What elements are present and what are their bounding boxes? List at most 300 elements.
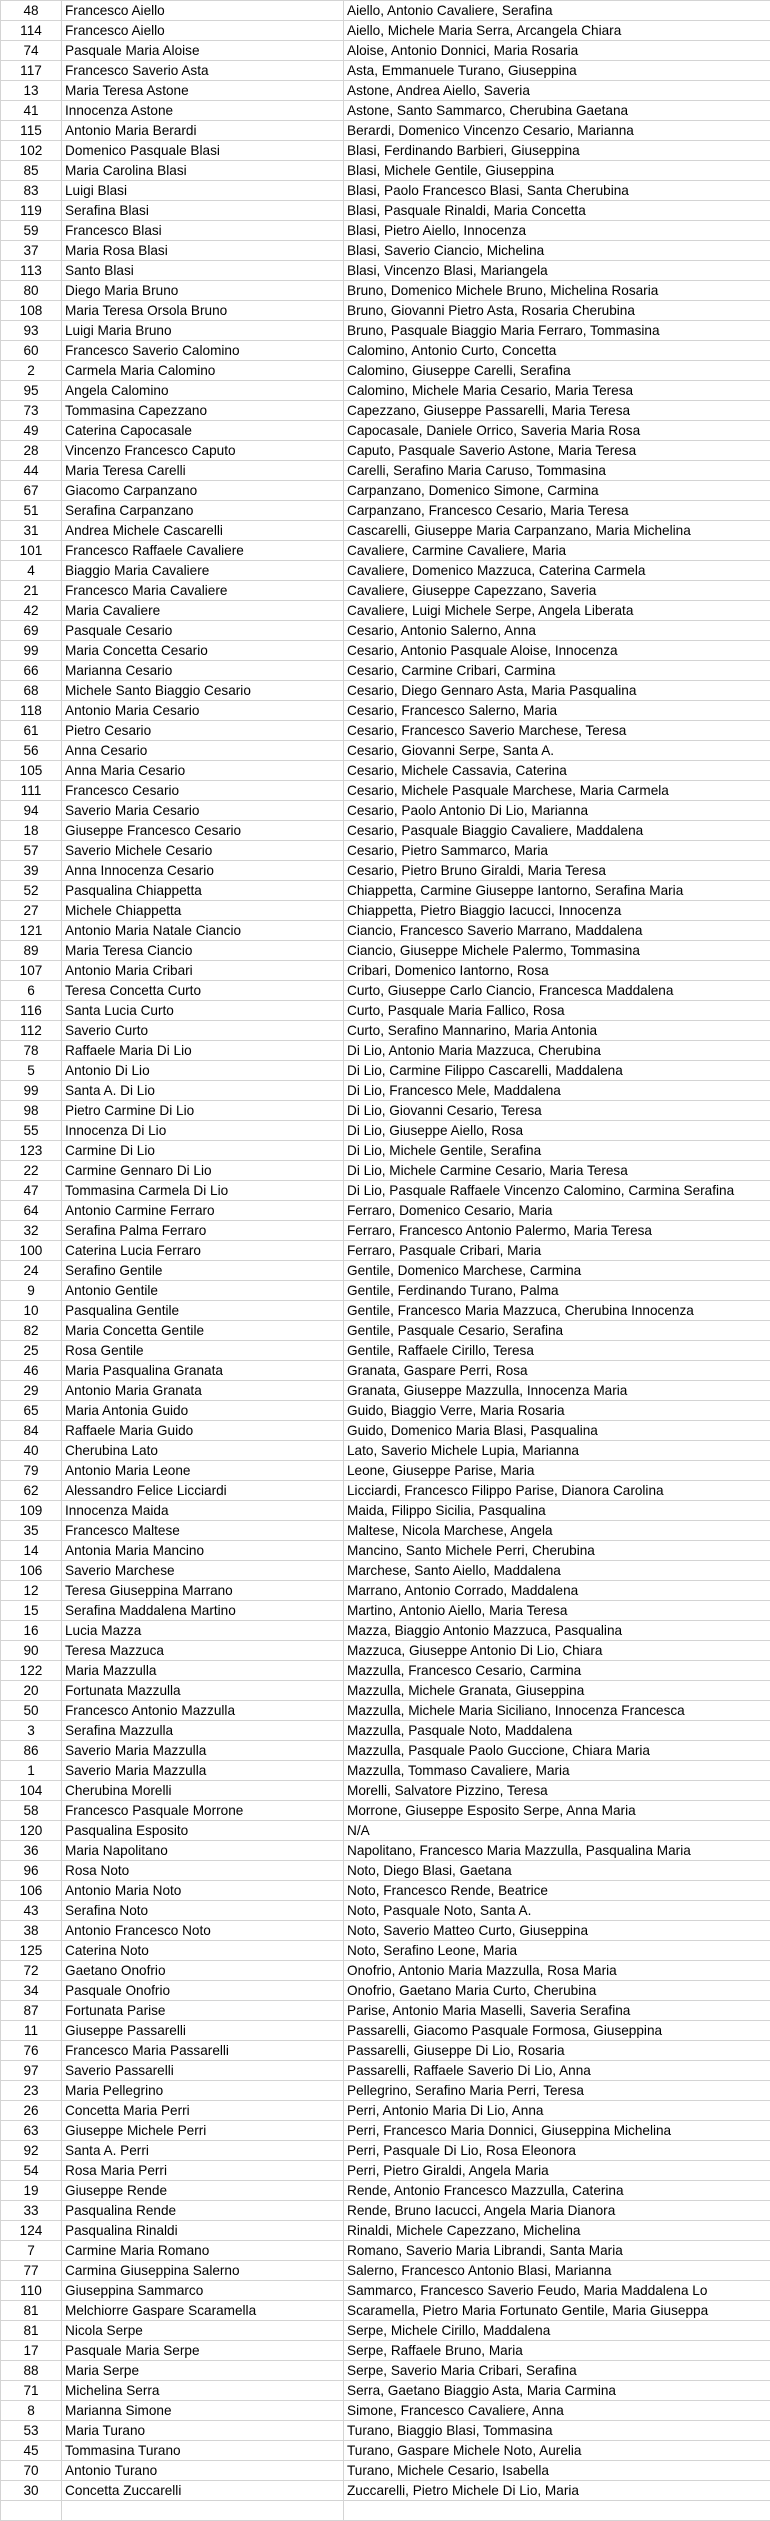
- parents-cell[interactable]: Cesario, Diego Gennaro Asta, Maria Pasqualina: [344, 681, 770, 701]
- record-number-cell[interactable]: 12: [1, 1581, 62, 1601]
- parents-cell[interactable]: Di Lio, Carmine Filippo Cascarelli, Maddalena: [344, 1061, 770, 1081]
- person-name-cell[interactable]: Antonio Carmine Ferraro: [62, 1201, 344, 1221]
- record-number-cell[interactable]: 113: [1, 261, 62, 281]
- record-number-cell[interactable]: 58: [1, 1801, 62, 1821]
- record-number-cell[interactable]: 111: [1, 781, 62, 801]
- record-number-cell[interactable]: 19: [1, 2181, 62, 2201]
- parents-cell[interactable]: Gentile, Raffaele Cirillo, Teresa: [344, 1341, 770, 1361]
- person-name-cell[interactable]: Luigi Maria Bruno: [62, 321, 344, 341]
- person-name-cell[interactable]: Innocenza Maida: [62, 1501, 344, 1521]
- person-name-cell[interactable]: Francesco Cesario: [62, 781, 344, 801]
- parents-cell[interactable]: Calomino, Antonio Curto, Concetta: [344, 341, 770, 361]
- person-name-cell[interactable]: Saverio Marchese: [62, 1561, 344, 1581]
- person-name-cell[interactable]: Maria Teresa Carelli: [62, 461, 344, 481]
- parents-cell[interactable]: Cribari, Domenico Iantorno, Rosa: [344, 961, 770, 981]
- parents-cell[interactable]: Sammarco, Francesco Saverio Feudo, Maria Maddalena Lo: [344, 2281, 770, 2301]
- person-name-cell[interactable]: Teresa Giuseppina Marrano: [62, 1581, 344, 1601]
- person-name-cell[interactable]: Giuseppe Rende: [62, 2181, 344, 2201]
- parents-cell[interactable]: Perri, Pietro Giraldi, Angela Maria: [344, 2161, 770, 2181]
- parents-cell[interactable]: Parise, Antonio Maria Maselli, Saveria Serafina: [344, 2001, 770, 2021]
- record-number-cell[interactable]: 7: [1, 2241, 62, 2261]
- person-name-cell[interactable]: Teresa Mazzuca: [62, 1641, 344, 1661]
- person-name-cell[interactable]: Innocenza Astone: [62, 101, 344, 121]
- record-number-cell[interactable]: 33: [1, 2201, 62, 2221]
- person-name-cell[interactable]: Concetta Maria Perri: [62, 2101, 344, 2121]
- person-name-cell[interactable]: Luigi Blasi: [62, 181, 344, 201]
- parents-cell[interactable]: Granata, Gaspare Perri, Rosa: [344, 1361, 770, 1381]
- parents-cell[interactable]: Di Lio, Antonio Maria Mazzuca, Cherubina: [344, 1041, 770, 1061]
- person-name-cell[interactable]: Saverio Curto: [62, 1021, 344, 1041]
- person-name-cell[interactable]: Pietro Carmine Di Lio: [62, 1101, 344, 1121]
- record-number-cell[interactable]: 108: [1, 301, 62, 321]
- person-name-cell[interactable]: Rosa Gentile: [62, 1341, 344, 1361]
- person-name-cell[interactable]: Alessandro Felice Licciardi: [62, 1481, 344, 1501]
- parents-cell[interactable]: Blasi, Saverio Ciancio, Michelina: [344, 241, 770, 261]
- parents-cell[interactable]: Marrano, Antonio Corrado, Maddalena: [344, 1581, 770, 1601]
- record-number-cell[interactable]: 109: [1, 1501, 62, 1521]
- person-name-cell[interactable]: Saverio Maria Mazzulla: [62, 1741, 344, 1761]
- record-number-cell[interactable]: 29: [1, 1381, 62, 1401]
- person-name-cell[interactable]: Tommasina Turano: [62, 2441, 344, 2461]
- parents-cell[interactable]: Lato, Saverio Michele Lupia, Marianna: [344, 1441, 770, 1461]
- person-name-cell[interactable]: Vincenzo Francesco Caputo: [62, 441, 344, 461]
- record-number-cell[interactable]: 110: [1, 2281, 62, 2301]
- record-number-cell[interactable]: 16: [1, 1621, 62, 1641]
- person-name-cell[interactable]: Maria Serpe: [62, 2361, 344, 2381]
- record-number-cell[interactable]: 105: [1, 761, 62, 781]
- parents-cell[interactable]: Marchese, Santo Aiello, Maddalena: [344, 1561, 770, 1581]
- parents-cell[interactable]: Licciardi, Francesco Filippo Parise, Dianora Carolina: [344, 1481, 770, 1501]
- person-name-cell[interactable]: Serafina Maddalena Martino: [62, 1601, 344, 1621]
- person-name-cell[interactable]: [62, 2501, 344, 2521]
- parents-cell[interactable]: Ciancio, Giuseppe Michele Palermo, Tommasina: [344, 941, 770, 961]
- record-number-cell[interactable]: 13: [1, 81, 62, 101]
- parents-cell[interactable]: Mazzulla, Michele Maria Siciliano, Innocenza Francesca: [344, 1701, 770, 1721]
- person-name-cell[interactable]: Maria Carolina Blasi: [62, 161, 344, 181]
- parents-cell[interactable]: Di Lio, Giuseppe Aiello, Rosa: [344, 1121, 770, 1141]
- record-number-cell[interactable]: 3: [1, 1721, 62, 1741]
- parents-cell[interactable]: Rende, Antonio Francesco Mazzulla, Caterina: [344, 2181, 770, 2201]
- parents-cell[interactable]: Cesario, Michele Pasquale Marchese, Maria Carmela: [344, 781, 770, 801]
- parents-cell[interactable]: Maida, Filippo Sicilia, Pasqualina: [344, 1501, 770, 1521]
- record-number-cell[interactable]: 106: [1, 1881, 62, 1901]
- person-name-cell[interactable]: Pasqualina Chiappetta: [62, 881, 344, 901]
- record-number-cell[interactable]: 14: [1, 1541, 62, 1561]
- person-name-cell[interactable]: Giuseppe Passarelli: [62, 2021, 344, 2041]
- person-name-cell[interactable]: Antonio Maria Cribari: [62, 961, 344, 981]
- person-name-cell[interactable]: Antonio Maria Natale Ciancio: [62, 921, 344, 941]
- parents-cell[interactable]: Calomino, Giuseppe Carelli, Serafina: [344, 361, 770, 381]
- person-name-cell[interactable]: Caterina Capocasale: [62, 421, 344, 441]
- parents-cell[interactable]: Noto, Diego Blasi, Gaetana: [344, 1861, 770, 1881]
- record-number-cell[interactable]: 122: [1, 1661, 62, 1681]
- record-number-cell[interactable]: 23: [1, 2081, 62, 2101]
- person-name-cell[interactable]: Francesco Maria Cavaliere: [62, 581, 344, 601]
- record-number-cell[interactable]: 11: [1, 2021, 62, 2041]
- record-number-cell[interactable]: 92: [1, 2141, 62, 2161]
- parents-cell[interactable]: Cesario, Antonio Pasquale Aloise, Innocenza: [344, 641, 770, 661]
- record-number-cell[interactable]: 95: [1, 381, 62, 401]
- person-name-cell[interactable]: Marianna Simone: [62, 2401, 344, 2421]
- parents-cell[interactable]: Onofrio, Antonio Maria Mazzulla, Rosa Maria: [344, 1961, 770, 1981]
- person-name-cell[interactable]: Pasquale Maria Aloise: [62, 41, 344, 61]
- record-number-cell[interactable]: 125: [1, 1941, 62, 1961]
- person-name-cell[interactable]: Carmine Maria Romano: [62, 2241, 344, 2261]
- parents-cell[interactable]: Scaramella, Pietro Maria Fortunato Gentile, Maria Giuseppa: [344, 2301, 770, 2321]
- parents-cell[interactable]: Cavaliere, Giuseppe Capezzano, Saveria: [344, 581, 770, 601]
- person-name-cell[interactable]: Pasqualina Rende: [62, 2201, 344, 2221]
- person-name-cell[interactable]: Maria Pellegrino: [62, 2081, 344, 2101]
- record-number-cell[interactable]: 28: [1, 441, 62, 461]
- record-number-cell[interactable]: 40: [1, 1441, 62, 1461]
- parents-cell[interactable]: Carelli, Serafino Maria Caruso, Tommasina: [344, 461, 770, 481]
- record-number-cell[interactable]: 55: [1, 1121, 62, 1141]
- record-number-cell[interactable]: 1: [1, 1761, 62, 1781]
- record-number-cell[interactable]: 88: [1, 2361, 62, 2381]
- person-name-cell[interactable]: Antonio Maria Berardi: [62, 121, 344, 141]
- person-name-cell[interactable]: Antonio Maria Granata: [62, 1381, 344, 1401]
- parents-cell[interactable]: Capocasale, Daniele Orrico, Saveria Maria Rosa: [344, 421, 770, 441]
- person-name-cell[interactable]: Maria Mazzulla: [62, 1661, 344, 1681]
- person-name-cell[interactable]: Saverio Maria Cesario: [62, 801, 344, 821]
- record-number-cell[interactable]: 94: [1, 801, 62, 821]
- record-number-cell[interactable]: 96: [1, 1861, 62, 1881]
- parents-cell[interactable]: Cesario, Giovanni Serpe, Santa A.: [344, 741, 770, 761]
- parents-cell[interactable]: Di Lio, Michele Carmine Cesario, Maria Teresa: [344, 1161, 770, 1181]
- parents-cell[interactable]: Guido, Domenico Maria Blasi, Pasqualina: [344, 1421, 770, 1441]
- person-name-cell[interactable]: Domenico Pasquale Blasi: [62, 141, 344, 161]
- record-number-cell[interactable]: 51: [1, 501, 62, 521]
- parents-cell[interactable]: Capezzano, Giuseppe Passarelli, Maria Teresa: [344, 401, 770, 421]
- record-number-cell[interactable]: 6: [1, 981, 62, 1001]
- parents-cell[interactable]: Caputo, Pasquale Saverio Astone, Maria Teresa: [344, 441, 770, 461]
- person-name-cell[interactable]: Maria Cavaliere: [62, 601, 344, 621]
- parents-cell[interactable]: Mazza, Biaggio Antonio Mazzuca, Pasqualina: [344, 1621, 770, 1641]
- record-number-cell[interactable]: 38: [1, 1921, 62, 1941]
- record-number-cell[interactable]: 34: [1, 1981, 62, 2001]
- record-number-cell[interactable]: 43: [1, 1901, 62, 1921]
- parents-cell[interactable]: Turano, Michele Cesario, Isabella: [344, 2461, 770, 2481]
- person-name-cell[interactable]: Caterina Noto: [62, 1941, 344, 1961]
- parents-cell[interactable]: Serpe, Saverio Maria Cribari, Serafina: [344, 2361, 770, 2381]
- person-name-cell[interactable]: Anna Maria Cesario: [62, 761, 344, 781]
- person-name-cell[interactable]: Maria Concetta Cesario: [62, 641, 344, 661]
- record-number-cell[interactable]: 121: [1, 921, 62, 941]
- person-name-cell[interactable]: Pasqualina Gentile: [62, 1301, 344, 1321]
- person-name-cell[interactable]: Cherubina Morelli: [62, 1781, 344, 1801]
- person-name-cell[interactable]: Francesco Maltese: [62, 1521, 344, 1541]
- parents-cell[interactable]: Ciancio, Francesco Saverio Marrano, Maddalena: [344, 921, 770, 941]
- record-number-cell[interactable]: 80: [1, 281, 62, 301]
- parents-cell[interactable]: Cesario, Pietro Sammarco, Maria: [344, 841, 770, 861]
- record-number-cell[interactable]: 71: [1, 2381, 62, 2401]
- parents-cell[interactable]: Aloise, Antonio Donnici, Maria Rosaria: [344, 41, 770, 61]
- person-name-cell[interactable]: Pasquale Maria Serpe: [62, 2341, 344, 2361]
- record-number-cell[interactable]: 21: [1, 581, 62, 601]
- record-number-cell[interactable]: 66: [1, 661, 62, 681]
- parents-cell[interactable]: Gentile, Domenico Marchese, Carmina: [344, 1261, 770, 1281]
- parents-cell[interactable]: Di Lio, Michele Gentile, Serafina: [344, 1141, 770, 1161]
- record-number-cell[interactable]: 69: [1, 621, 62, 641]
- record-number-cell[interactable]: 36: [1, 1841, 62, 1861]
- person-name-cell[interactable]: Fortunata Mazzulla: [62, 1681, 344, 1701]
- record-number-cell[interactable]: 81: [1, 2301, 62, 2321]
- parents-cell[interactable]: Morrone, Giuseppe Esposito Serpe, Anna Maria: [344, 1801, 770, 1821]
- parents-cell[interactable]: Granata, Giuseppe Mazzulla, Innocenza Maria: [344, 1381, 770, 1401]
- parents-cell[interactable]: Mazzulla, Pasquale Noto, Maddalena: [344, 1721, 770, 1741]
- person-name-cell[interactable]: Pietro Cesario: [62, 721, 344, 741]
- person-name-cell[interactable]: Maria Antonia Guido: [62, 1401, 344, 1421]
- person-name-cell[interactable]: Santa A. Di Lio: [62, 1081, 344, 1101]
- person-name-cell[interactable]: Serafina Carpanzano: [62, 501, 344, 521]
- person-name-cell[interactable]: Maria Napolitano: [62, 1841, 344, 1861]
- person-name-cell[interactable]: Giuseppe Michele Perri: [62, 2121, 344, 2141]
- parents-cell[interactable]: Berardi, Domenico Vincenzo Cesario, Marianna: [344, 121, 770, 141]
- person-name-cell[interactable]: Santa A. Perri: [62, 2141, 344, 2161]
- record-number-cell[interactable]: 63: [1, 2121, 62, 2141]
- record-number-cell[interactable]: 47: [1, 1181, 62, 1201]
- parents-cell[interactable]: Salerno, Francesco Antonio Blasi, Marianna: [344, 2261, 770, 2281]
- parents-cell[interactable]: Cesario, Michele Cassavia, Caterina: [344, 761, 770, 781]
- record-number-cell[interactable]: 101: [1, 541, 62, 561]
- parents-cell[interactable]: Curto, Giuseppe Carlo Ciancio, Francesca Maddalena: [344, 981, 770, 1001]
- person-name-cell[interactable]: Serafina Mazzulla: [62, 1721, 344, 1741]
- record-number-cell[interactable]: 37: [1, 241, 62, 261]
- person-name-cell[interactable]: Giacomo Carpanzano: [62, 481, 344, 501]
- record-number-cell[interactable]: 98: [1, 1101, 62, 1121]
- record-number-cell[interactable]: 124: [1, 2221, 62, 2241]
- person-name-cell[interactable]: Saverio Passarelli: [62, 2061, 344, 2081]
- person-name-cell[interactable]: Marianna Cesario: [62, 661, 344, 681]
- record-number-cell[interactable]: 70: [1, 2461, 62, 2481]
- parents-cell[interactable]: Onofrio, Gaetano Maria Curto, Cherubina: [344, 1981, 770, 2001]
- person-name-cell[interactable]: Diego Maria Bruno: [62, 281, 344, 301]
- person-name-cell[interactable]: Antonio Maria Cesario: [62, 701, 344, 721]
- person-name-cell[interactable]: Serafina Palma Ferraro: [62, 1221, 344, 1241]
- parents-cell[interactable]: Leone, Giuseppe Parise, Maria: [344, 1461, 770, 1481]
- person-name-cell[interactable]: Michele Santo Biaggio Cesario: [62, 681, 344, 701]
- parents-cell[interactable]: Astone, Santo Sammarco, Cherubina Gaetana: [344, 101, 770, 121]
- person-name-cell[interactable]: Francesco Aiello: [62, 21, 344, 41]
- person-name-cell[interactable]: Antonio Gentile: [62, 1281, 344, 1301]
- person-name-cell[interactable]: Pasqualina Esposito: [62, 1821, 344, 1841]
- parents-cell[interactable]: Mazzulla, Pasquale Paolo Guccione, Chiara Maria: [344, 1741, 770, 1761]
- parents-cell[interactable]: Cavaliere, Domenico Mazzuca, Caterina Carmela: [344, 561, 770, 581]
- record-number-cell[interactable]: 59: [1, 221, 62, 241]
- person-name-cell[interactable]: Francesco Blasi: [62, 221, 344, 241]
- record-number-cell[interactable]: 64: [1, 1201, 62, 1221]
- person-name-cell[interactable]: Francesco Antonio Mazzulla: [62, 1701, 344, 1721]
- record-number-cell[interactable]: 76: [1, 2041, 62, 2061]
- person-name-cell[interactable]: Serafino Gentile: [62, 1261, 344, 1281]
- record-number-cell[interactable]: 45: [1, 2441, 62, 2461]
- person-name-cell[interactable]: Carmine Gennaro Di Lio: [62, 1161, 344, 1181]
- person-name-cell[interactable]: Pasquale Onofrio: [62, 1981, 344, 2001]
- record-number-cell[interactable]: 56: [1, 741, 62, 761]
- person-name-cell[interactable]: Antonio Di Lio: [62, 1061, 344, 1081]
- parents-cell[interactable]: Di Lio, Giovanni Cesario, Teresa: [344, 1101, 770, 1121]
- parents-cell[interactable]: Blasi, Michele Gentile, Giuseppina: [344, 161, 770, 181]
- parents-cell[interactable]: Bruno, Domenico Michele Bruno, Michelina Rosaria: [344, 281, 770, 301]
- person-name-cell[interactable]: Tommasina Carmela Di Lio: [62, 1181, 344, 1201]
- person-name-cell[interactable]: Michelina Serra: [62, 2381, 344, 2401]
- record-number-cell[interactable]: 117: [1, 61, 62, 81]
- parents-cell[interactable]: Blasi, Ferdinando Barbieri, Giuseppina: [344, 141, 770, 161]
- parents-cell[interactable]: Ferraro, Pasquale Cribari, Maria: [344, 1241, 770, 1261]
- record-number-cell[interactable]: 41: [1, 101, 62, 121]
- parents-cell[interactable]: Serra, Gaetano Biaggio Asta, Maria Carmina: [344, 2381, 770, 2401]
- record-number-cell[interactable]: 106: [1, 1561, 62, 1581]
- parents-cell[interactable]: Gentile, Pasquale Cesario, Serafina: [344, 1321, 770, 1341]
- person-name-cell[interactable]: Melchiorre Gaspare Scaramella: [62, 2301, 344, 2321]
- person-name-cell[interactable]: Nicola Serpe: [62, 2321, 344, 2341]
- person-name-cell[interactable]: Antonio Maria Noto: [62, 1881, 344, 1901]
- person-name-cell[interactable]: Rosa Noto: [62, 1861, 344, 1881]
- person-name-cell[interactable]: Giuseppina Sammarco: [62, 2281, 344, 2301]
- record-number-cell[interactable]: 52: [1, 881, 62, 901]
- person-name-cell[interactable]: Giuseppe Francesco Cesario: [62, 821, 344, 841]
- person-name-cell[interactable]: Antonia Maria Mancino: [62, 1541, 344, 1561]
- parents-cell[interactable]: Cesario, Carmine Cribari, Carmina: [344, 661, 770, 681]
- parents-cell[interactable]: Curto, Pasquale Maria Fallico, Rosa: [344, 1001, 770, 1021]
- record-number-cell[interactable]: 85: [1, 161, 62, 181]
- parents-cell[interactable]: Perri, Antonio Maria Di Lio, Anna: [344, 2101, 770, 2121]
- record-number-cell[interactable]: 8: [1, 2401, 62, 2421]
- person-name-cell[interactable]: Maria Concetta Gentile: [62, 1321, 344, 1341]
- person-name-cell[interactable]: Carmina Giuseppina Salerno: [62, 2261, 344, 2281]
- parents-cell[interactable]: Napolitano, Francesco Maria Mazzulla, Pasqualina Maria: [344, 1841, 770, 1861]
- parents-cell[interactable]: Ferraro, Francesco Antonio Palermo, Maria Teresa: [344, 1221, 770, 1241]
- record-number-cell[interactable]: 79: [1, 1461, 62, 1481]
- record-number-cell[interactable]: 93: [1, 321, 62, 341]
- parents-cell[interactable]: Cesario, Francesco Salerno, Maria: [344, 701, 770, 721]
- parents-cell[interactable]: Passarelli, Giacomo Pasquale Formosa, Giuseppina: [344, 2021, 770, 2041]
- parents-cell[interactable]: Zuccarelli, Pietro Michele Di Lio, Maria: [344, 2481, 770, 2501]
- person-name-cell[interactable]: Francesco Aiello: [62, 1, 344, 21]
- parents-cell[interactable]: Ferraro, Domenico Cesario, Maria: [344, 1201, 770, 1221]
- record-number-cell[interactable]: 20: [1, 1681, 62, 1701]
- record-number-cell[interactable]: 119: [1, 201, 62, 221]
- person-name-cell[interactable]: Fortunata Parise: [62, 2001, 344, 2021]
- record-number-cell[interactable]: 30: [1, 2481, 62, 2501]
- person-name-cell[interactable]: Cherubina Lato: [62, 1441, 344, 1461]
- parents-cell[interactable]: Blasi, Pasquale Rinaldi, Maria Concetta: [344, 201, 770, 221]
- parents-cell[interactable]: Mazzulla, Francesco Cesario, Carmina: [344, 1661, 770, 1681]
- record-number-cell[interactable]: 74: [1, 41, 62, 61]
- record-number-cell[interactable]: 54: [1, 2161, 62, 2181]
- parents-cell[interactable]: Chiappetta, Pietro Biaggio Iacucci, Innocenza: [344, 901, 770, 921]
- parents-cell[interactable]: Perri, Francesco Maria Donnici, Giuseppina Michelina: [344, 2121, 770, 2141]
- parents-cell[interactable]: Astone, Andrea Aiello, Saveria: [344, 81, 770, 101]
- person-name-cell[interactable]: Santa Lucia Curto: [62, 1001, 344, 1021]
- record-number-cell[interactable]: 50: [1, 1701, 62, 1721]
- record-number-cell[interactable]: 31: [1, 521, 62, 541]
- record-number-cell[interactable]: 72: [1, 1961, 62, 1981]
- record-number-cell[interactable]: 67: [1, 481, 62, 501]
- parents-cell[interactable]: Noto, Francesco Rende, Beatrice: [344, 1881, 770, 1901]
- parents-cell[interactable]: Chiappetta, Carmine Giuseppe Iantorno, Serafina Maria: [344, 881, 770, 901]
- record-number-cell[interactable]: 15: [1, 1601, 62, 1621]
- record-number-cell[interactable]: 100: [1, 1241, 62, 1261]
- record-number-cell[interactable]: 48: [1, 1, 62, 21]
- parents-cell[interactable]: Carpanzano, Francesco Cesario, Maria Teresa: [344, 501, 770, 521]
- parents-cell[interactable]: Noto, Pasquale Noto, Santa A.: [344, 1901, 770, 1921]
- parents-cell[interactable]: Gentile, Francesco Maria Mazzuca, Cherubina Innocenza: [344, 1301, 770, 1321]
- person-name-cell[interactable]: Tommasina Capezzano: [62, 401, 344, 421]
- person-name-cell[interactable]: Maria Teresa Astone: [62, 81, 344, 101]
- record-number-cell[interactable]: 120: [1, 1821, 62, 1841]
- person-name-cell[interactable]: Francesco Raffaele Cavaliere: [62, 541, 344, 561]
- record-number-cell[interactable]: 9: [1, 1281, 62, 1301]
- person-name-cell[interactable]: Maria Turano: [62, 2421, 344, 2441]
- person-name-cell[interactable]: Rosa Maria Perri: [62, 2161, 344, 2181]
- person-name-cell[interactable]: Caterina Lucia Ferraro: [62, 1241, 344, 1261]
- record-number-cell[interactable]: 99: [1, 641, 62, 661]
- record-number-cell[interactable]: 90: [1, 1641, 62, 1661]
- person-name-cell[interactable]: Teresa Concetta Curto: [62, 981, 344, 1001]
- record-number-cell[interactable]: 81: [1, 2321, 62, 2341]
- person-name-cell[interactable]: Biaggio Maria Cavaliere: [62, 561, 344, 581]
- parents-cell[interactable]: Cesario, Pasquale Biaggio Cavaliere, Maddalena: [344, 821, 770, 841]
- record-number-cell[interactable]: [1, 2501, 62, 2521]
- parents-cell[interactable]: Rinaldi, Michele Capezzano, Michelina: [344, 2221, 770, 2241]
- person-name-cell[interactable]: Angela Calomino: [62, 381, 344, 401]
- parents-cell[interactable]: Di Lio, Francesco Mele, Maddalena: [344, 1081, 770, 1101]
- record-number-cell[interactable]: 89: [1, 941, 62, 961]
- record-number-cell[interactable]: 60: [1, 341, 62, 361]
- person-name-cell[interactable]: Saverio Maria Mazzulla: [62, 1761, 344, 1781]
- person-name-cell[interactable]: Anna Innocenza Cesario: [62, 861, 344, 881]
- record-number-cell[interactable]: 26: [1, 2101, 62, 2121]
- parents-cell[interactable]: Romano, Saverio Maria Librandi, Santa Maria: [344, 2241, 770, 2261]
- parents-cell[interactable]: Mancino, Santo Michele Perri, Cherubina: [344, 1541, 770, 1561]
- parents-cell[interactable]: Mazzulla, Michele Granata, Giuseppina: [344, 1681, 770, 1701]
- parents-cell[interactable]: Cascarelli, Giuseppe Maria Carpanzano, Maria Michelina: [344, 521, 770, 541]
- person-name-cell[interactable]: Maria Teresa Ciancio: [62, 941, 344, 961]
- record-number-cell[interactable]: 114: [1, 21, 62, 41]
- person-name-cell[interactable]: Francesco Saverio Calomino: [62, 341, 344, 361]
- record-number-cell[interactable]: 118: [1, 701, 62, 721]
- record-number-cell[interactable]: 44: [1, 461, 62, 481]
- parents-cell[interactable]: Passarelli, Giuseppe Di Lio, Rosaria: [344, 2041, 770, 2061]
- record-number-cell[interactable]: 116: [1, 1001, 62, 1021]
- parents-cell[interactable]: Cesario, Antonio Salerno, Anna: [344, 621, 770, 641]
- parents-cell[interactable]: Aiello, Antonio Cavaliere, Serafina: [344, 1, 770, 21]
- record-number-cell[interactable]: 84: [1, 1421, 62, 1441]
- person-name-cell[interactable]: Serafina Blasi: [62, 201, 344, 221]
- person-name-cell[interactable]: Raffaele Maria Guido: [62, 1421, 344, 1441]
- record-number-cell[interactable]: 107: [1, 961, 62, 981]
- person-name-cell[interactable]: Pasqualina Rinaldi: [62, 2221, 344, 2241]
- record-number-cell[interactable]: 68: [1, 681, 62, 701]
- record-number-cell[interactable]: 99: [1, 1081, 62, 1101]
- record-number-cell[interactable]: 65: [1, 1401, 62, 1421]
- parents-cell[interactable]: Blasi, Paolo Francesco Blasi, Santa Cherubina: [344, 181, 770, 201]
- record-number-cell[interactable]: 25: [1, 1341, 62, 1361]
- parents-cell[interactable]: Carpanzano, Domenico Simone, Carmina: [344, 481, 770, 501]
- parents-cell[interactable]: Turano, Biaggio Blasi, Tommasina: [344, 2421, 770, 2441]
- person-name-cell[interactable]: Saverio Michele Cesario: [62, 841, 344, 861]
- person-name-cell[interactable]: Andrea Michele Cascarelli: [62, 521, 344, 541]
- person-name-cell[interactable]: Maria Pasqualina Granata: [62, 1361, 344, 1381]
- person-name-cell[interactable]: Carmine Di Lio: [62, 1141, 344, 1161]
- record-number-cell[interactable]: 49: [1, 421, 62, 441]
- record-number-cell[interactable]: 27: [1, 901, 62, 921]
- record-number-cell[interactable]: 22: [1, 1161, 62, 1181]
- record-number-cell[interactable]: 77: [1, 2261, 62, 2281]
- record-number-cell[interactable]: 82: [1, 1321, 62, 1341]
- parents-cell[interactable]: Guido, Biaggio Verre, Maria Rosaria: [344, 1401, 770, 1421]
